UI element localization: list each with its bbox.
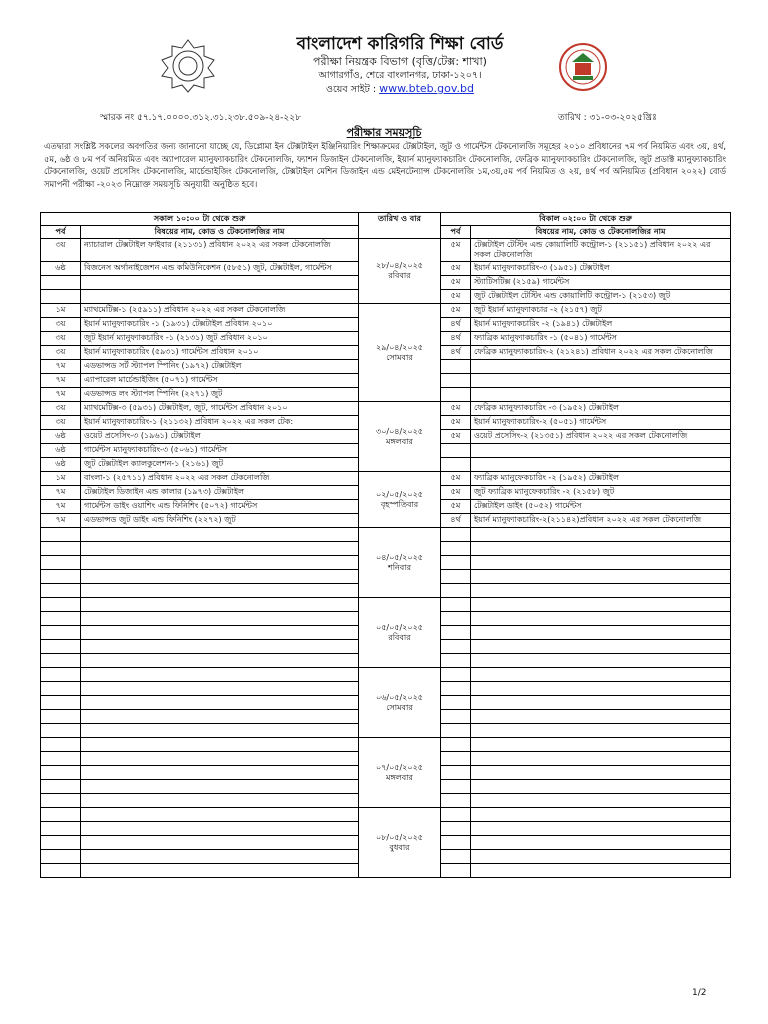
afternoon-semester: ৫ম: [441, 304, 471, 318]
morning-subject: [81, 626, 359, 640]
morning-subject: টেক্সটাইল ডিজাইন এন্ড কালার (১৯৭৩) টেক্সটাইল: [81, 486, 359, 500]
morning-subject: ইয়ার্ন ম্যানুফ্যাকচারিং (৫৯৩১) গার্মেন্টস প্রবিধান ২০১০: [81, 346, 359, 360]
morning-subject: [81, 780, 359, 794]
afternoon-semester: ৫ম: [441, 472, 471, 486]
morning-semester: [41, 598, 81, 612]
morning-subject: ম্যাথমেটিক্স-১ (২৫৯১১) প্রবিধান ২০২২ এর সকল টেকনোলজি: [81, 304, 359, 318]
afternoon-semester: ৫ম: [441, 486, 471, 500]
morning-subject: জুট ইয়ার্ন ম্যানুফ্যাকচারিং -১ (২১৩১) জুট প্রবিধান ২০১০: [81, 332, 359, 346]
exam-date: ০৫/০৫/২০২৫: [376, 622, 423, 632]
morning-subject: [81, 598, 359, 612]
morning-subject: [81, 640, 359, 654]
notice-paragraph: এতদ্বারা সংশ্লিষ্ট সকলের অবগতির জন্য জানানো যাচ্ছে যে, ডিপ্লোমা ইন টেক্সটাইল ইঞ্জিনিয়ারিং শিক্ষাক্রমের টেক্সটাইল, জুট ও গার্মেন্টস টেকনোলজি সমূহের ২০১০ প্রবিধানের ৭ম পর্ব নিয়মিত এবং ৩য়, ৪র্থ, ৫ম, ৬ষ্ঠ ও ৮ম পর্ব অনিয়মিত এবং অ্যাপারেল ম্যানুফ্যাকচারিং টেকনোলজি, ফ্যাশন ডিজাইন টেকনোলজি, ইয়ার্ন ম্যানুফ্যাকচারিং টেকনোলজি, ফেব্রিক ম্যানুফ্যাকচারিং টেকনোলজি, জুট প্রডাক্ট ম্যানুফ্যাকচারিং টেকনোলজি, ওয়েট প্রসেসিং টেকনোলজি, মার্চেন্ডাইজিং টেকনোলজি, টেক্সটাইল মেশিন ডিজাইন এন্ড মেইনটেন্যান্স টেকনোলজি ১ম,৩য়,৫ম পর্ব নিয়মিত ও ২য়, ৪র্থ পর্ব অনিয়মিত (প্রবিধান ২০২২) বোর্ড সমাপনী পরীক্ষা -২০২৩ নিম্নোক্ত সময়সূচি অনুযায়ী অনুষ্ঠিত হবে।: [44, 141, 726, 189]
afternoon-subject: স্ট্যাটিসটিক্স (২১৫৯) গার্মেন্টস: [471, 276, 731, 290]
morning-subject: [81, 724, 359, 738]
morning-semester: ৬ষ্ঠ: [41, 262, 81, 276]
afternoon-subject: ইয়ার্ন ম্যানুফ্যাকচারিং-২(২১১৪২)প্রবিধান ২০২২ এর সকল টেকনোলজি: [471, 514, 731, 528]
morning-semester: [41, 864, 81, 878]
address: আগারগাঁও, শেরে বাংলানগর, ঢাকা-১২০৭।: [318, 70, 482, 81]
afternoon-subject: ফেব্রিক ম্যানুফ্যাকচারিং -৩ (১৯৫২) টেক্সটাইল: [471, 402, 731, 416]
afternoon-subject: [471, 836, 731, 850]
afternoon-subject: [471, 668, 731, 682]
morning-semester: [41, 668, 81, 682]
org-name: বাংলাদেশ কারিগরি শিক্ষা বোর্ড: [296, 34, 504, 54]
morning-subject: এডভান্সড সর্ট স্ট্যাপল স্পিনিং (১৯৭২) টেক্সটাইল: [81, 360, 359, 374]
morning-subject: ইয়ার্ন ম্যানুফ্যাকচারিং-১ (২১১৩২) প্রবিধান ২০২২ এর সকল টেক:: [81, 416, 359, 430]
morning-semester: ৭ম: [41, 374, 81, 388]
morning-semester: ৭ম: [41, 486, 81, 500]
morning-subject: [81, 654, 359, 668]
afternoon-semester: ৫ম: [441, 500, 471, 514]
exam-date: ২৮/০৪/২০২৫: [376, 261, 423, 270]
afternoon-semester: [441, 458, 471, 472]
morning-subject: [81, 276, 359, 290]
memo-number: স্মারক নং ৫৭.১৭.০০০০.৩১২.৩১.২৩৮.৫০৯-২৪-২২৮: [100, 113, 301, 123]
afternoon-subject: [471, 724, 731, 738]
letterhead: [0, 30, 768, 120]
afternoon-semester: ৫ম: [441, 430, 471, 444]
morning-semester: ৬ষ্ঠ: [41, 430, 81, 444]
afternoon-semester: ৫ম: [441, 402, 471, 416]
morning-subject: এডভান্সড লং স্ট্যাপল স্পিনিং (২২৭১) জুট: [81, 388, 359, 402]
afternoon-semester: [441, 668, 471, 682]
afternoon-subject: [471, 542, 731, 556]
morning-semester: [41, 794, 81, 808]
afternoon-subject: [471, 696, 731, 710]
website-line: [250, 82, 550, 96]
afternoon-semester: [441, 794, 471, 808]
exam-date-cell: [359, 472, 441, 528]
table-row: [41, 304, 731, 318]
afternoon-subject: জুট টেক্সটাইল টেস্টিং এন্ড কোয়ালিটি কন্ট্রোল-১ (২১৫৩) জুট: [471, 290, 731, 304]
morning-semester: [41, 528, 81, 542]
morning-semester: [41, 542, 81, 556]
morning-semester: [41, 626, 81, 640]
afternoon-semester: ৪র্থ: [441, 318, 471, 332]
afternoon-subject: জুট ইয়ার্ন ম্যানুফ্যাকচার -২ (২১৫৭) জুট: [471, 304, 731, 318]
afternoon-subject: [471, 780, 731, 794]
morning-semester: ৭ম: [41, 500, 81, 514]
website-label: ওয়েব সাইট :: [326, 84, 377, 95]
morning-subject: [81, 808, 359, 822]
afternoon-subject: [471, 850, 731, 864]
exam-date-cell: [359, 402, 441, 472]
morning-heading: সকাল ১০:০০ টা থেকে শুরু: [41, 213, 359, 226]
morning-semester: [41, 556, 81, 570]
date-heading: তারিখ ও বার: [359, 213, 441, 239]
afternoon-semester: [441, 612, 471, 626]
morning-subject: ওয়েট প্রসেসিং-৩ (১৯৬১) টেক্সটাইল: [81, 430, 359, 444]
exam-day: বুধবার: [389, 842, 410, 852]
morning-semester: [41, 738, 81, 752]
afternoon-subject: [471, 752, 731, 766]
morning-semester: ৭ম: [41, 514, 81, 528]
morning-semester: [41, 822, 81, 836]
institution-logo-icon: [558, 42, 608, 92]
exam-date: ০২/০৫/২০২৫: [376, 489, 423, 499]
morning-semester: [41, 780, 81, 794]
exam-date-cell: [359, 239, 441, 304]
afternoon-subject: [471, 570, 731, 584]
table-row: [41, 528, 731, 542]
subject-heading: বিষয়ের নাম, কোড ও টেকনোলজির নাম: [81, 226, 359, 239]
afternoon-semester: ৪র্থ: [441, 332, 471, 346]
afternoon-semester: ৪র্থ: [441, 514, 471, 528]
afternoon-subject: [471, 822, 731, 836]
afternoon-heading: বিকাল ০২:০০ টা থেকে শুরু: [441, 213, 731, 226]
afternoon-subject: ইয়ার্ন ম্যানুফ্যাকচারিং-২ (৫০৫১) গার্মেন্টস: [471, 416, 731, 430]
exam-date-cell: [359, 668, 441, 738]
afternoon-subject: ইয়ার্ন ম্যানুফ্যাকচারিং -২ (১৯৪১) টেক্সটাইল: [471, 318, 731, 332]
exam-day: সোমবার: [386, 702, 413, 712]
afternoon-semester: ৫ম: [441, 262, 471, 276]
afternoon-subject: ফ্যাব্রিক ম্যানুফেকচারিং -২ (১৯৫২) টেক্সটাইল: [471, 472, 731, 486]
afternoon-semester: [441, 766, 471, 780]
afternoon-subject: [471, 640, 731, 654]
morning-semester: ৩য়: [41, 416, 81, 430]
afternoon-subject: ফেব্রিক ম্যানুফ্যাকচারিং-২ (২১২৪১) প্রবিধান ২০২২ এর সকল টেকনোলজি: [471, 346, 731, 360]
table-row: [41, 808, 731, 822]
afternoon-subject: [471, 458, 731, 472]
afternoon-semester: [441, 584, 471, 598]
afternoon-subject: ফ্যাব্রিক ম্যানুফ্যাকচারিং -১ (৫০৪১) গার্মেন্টস: [471, 332, 731, 346]
afternoon-semester: [441, 556, 471, 570]
afternoon-semester: [441, 598, 471, 612]
afternoon-semester: [441, 654, 471, 668]
issue-date: তারিখ : ৩১-০৩-২০২৫খ্রিঃ: [558, 113, 657, 123]
morning-subject: [81, 668, 359, 682]
morning-subject: গার্মেন্টস ডাইং ওয়াশিং এন্ড ফিনিশিং (৫০৭২) গার্মেন্টস: [81, 500, 359, 514]
afternoon-semester: [441, 640, 471, 654]
exam-date: ২৯/০৪/২০২৫: [376, 342, 423, 352]
afternoon-semester: [441, 864, 471, 878]
exam-date-cell: [359, 528, 441, 598]
afternoon-subject: [471, 374, 731, 388]
morning-subject: [81, 766, 359, 780]
morning-semester: [41, 724, 81, 738]
morning-semester: [41, 640, 81, 654]
morning-subject: [81, 752, 359, 766]
morning-semester: [41, 612, 81, 626]
morning-semester: [41, 276, 81, 290]
afternoon-semester: ৫ম: [441, 416, 471, 430]
morning-semester: [41, 766, 81, 780]
afternoon-subject: [471, 388, 731, 402]
subject-heading: বিষয়ের নাম, কোড ও টেকনোলজির নাম: [471, 226, 731, 239]
afternoon-semester: ৫ম: [441, 290, 471, 304]
afternoon-semester: [441, 710, 471, 724]
afternoon-semester: ৫ম: [441, 239, 471, 262]
afternoon-semester: [441, 682, 471, 696]
table-row: [41, 402, 731, 416]
afternoon-subject: টেক্সটাইল ডাইং (৫০৫২) গার্মেন্টস: [471, 500, 731, 514]
afternoon-semester: [441, 360, 471, 374]
afternoon-subject: [471, 626, 731, 640]
afternoon-subject: [471, 612, 731, 626]
page-number: 1/2: [692, 988, 707, 998]
morning-semester: [41, 682, 81, 696]
morning-subject: [81, 822, 359, 836]
semester-heading: পর্ব: [441, 226, 471, 239]
afternoon-subject: [471, 766, 731, 780]
morning-semester: ৩য়: [41, 402, 81, 416]
morning-subject: [81, 696, 359, 710]
afternoon-semester: [441, 808, 471, 822]
exam-date: ০৪/০৫/২০২৫: [376, 552, 423, 562]
afternoon-subject: [471, 598, 731, 612]
morning-subject: [81, 794, 359, 808]
afternoon-semester: ৪র্থ: [441, 346, 471, 360]
morning-semester: ১ম: [41, 304, 81, 318]
morning-subject: [81, 290, 359, 304]
morning-semester: ৭ম: [41, 388, 81, 402]
morning-semester: ৬ষ্ঠ: [41, 444, 81, 458]
morning-subject: [81, 836, 359, 850]
morning-subject: বিজনেস অর্গানাইজেশন এন্ড কমিউনিকেশন (৫৮৫১) জুট, টেক্সটাইল, গার্মেন্টস: [81, 262, 359, 276]
morning-subject: [81, 850, 359, 864]
morning-subject: [81, 556, 359, 570]
morning-subject: ম্যাথমেটিক্স-৩ (৫৯৩১) টেক্সটাইল, জুট, গার্মেন্টস প্রবিধান ২০১০: [81, 402, 359, 416]
morning-semester: [41, 654, 81, 668]
exam-date: ০৭/০৫/২০২৫: [376, 762, 423, 772]
afternoon-subject: [471, 528, 731, 542]
morning-subject: এ্যাপারেল মার্চেন্ডাইজিং (৫০৭১) গার্মেন্টস: [81, 374, 359, 388]
morning-semester: [41, 290, 81, 304]
afternoon-subject: [471, 682, 731, 696]
morning-subject: [81, 710, 359, 724]
exam-day: রবিবার: [388, 271, 411, 280]
afternoon-subject: [471, 360, 731, 374]
exam-date: ০৮/০৫/২০২৫: [376, 832, 423, 842]
morning-subject: এডভান্সড জুট ডাইং এন্ড ফিনিশিং (২২৭২) জুট: [81, 514, 359, 528]
afternoon-subject: [471, 556, 731, 570]
exam-date: ৩০/০৪/২০২৫: [376, 426, 423, 436]
afternoon-semester: [441, 780, 471, 794]
morning-semester: ৩য়: [41, 318, 81, 332]
afternoon-semester: [441, 696, 471, 710]
afternoon-subject: [471, 808, 731, 822]
afternoon-semester: [441, 822, 471, 836]
exam-schedule-table: [40, 212, 731, 878]
afternoon-subject: জুট ফ্যাব্রিক ম্যানুফেকচারিং -২ (২১৫৮) জুট: [471, 486, 731, 500]
afternoon-semester: [441, 738, 471, 752]
morning-semester: [41, 696, 81, 710]
exam-date-cell: [359, 598, 441, 668]
morning-subject: গার্মেন্টস ম্যানুফ্যাকচারিং-৩ (৫০৬১) গার্মেন্টস: [81, 444, 359, 458]
morning-subject: ন্যাচারাল টেক্সটাইল ফাইবার (২১১৩১) প্রবিধান ২০২২ এর সকল টেকনোলজি: [81, 239, 359, 262]
table-row: [41, 668, 731, 682]
exam-date-cell: [359, 304, 441, 402]
exam-day: রবিবার: [388, 632, 411, 642]
table-row: [41, 598, 731, 612]
exam-day: মঙ্গলবার: [386, 772, 413, 782]
afternoon-subject: টেক্সটাইল টেস্টিং এন্ড কোয়ালিটি কন্ট্রোল-১ (২১১৫১) প্রবিধান ২০২২ এর সকল টেকনোলজি: [471, 239, 731, 262]
table-row: [41, 239, 731, 262]
morning-subject: [81, 542, 359, 556]
morning-semester: [41, 584, 81, 598]
morning-semester: ৩য়: [41, 346, 81, 360]
afternoon-semester: [441, 542, 471, 556]
afternoon-semester: [441, 570, 471, 584]
afternoon-semester: ৫ম: [441, 276, 471, 290]
morning-semester: ৩য়: [41, 332, 81, 346]
morning-subject: [81, 528, 359, 542]
afternoon-subject: [471, 654, 731, 668]
exam-day: বৃহস্পতিবার: [380, 499, 419, 509]
morning-subject: [81, 570, 359, 584]
exam-date-cell: [359, 808, 441, 878]
morning-subject: [81, 864, 359, 878]
morning-semester: [41, 570, 81, 584]
afternoon-semester: [441, 724, 471, 738]
morning-semester: ৬ষ্ঠ: [41, 458, 81, 472]
page-title: পরীক্ষার সময়সূচি: [346, 126, 422, 139]
exam-date: ০৬/০৫/২০২৫: [376, 692, 423, 702]
exam-day: সোমবার: [386, 352, 413, 362]
schedule-body: [41, 239, 731, 878]
department: পরীক্ষা নিয়ন্ত্রক বিভাগ (বৃত্তি/টেক্স: শাখা): [313, 55, 487, 68]
afternoon-semester: [441, 444, 471, 458]
afternoon-subject: ওয়েট প্রসেসিং-২ (২১৩৫১) প্রবিধান ২০২২ এর সকল টেকনোলজি: [471, 430, 731, 444]
morning-subject: [81, 612, 359, 626]
afternoon-semester: [441, 850, 471, 864]
morning-subject: জুট টেক্সটাইল ক্যালকুলেশন-১ (২১৬১) জুট: [81, 458, 359, 472]
morning-subject: [81, 584, 359, 598]
afternoon-subject: [471, 794, 731, 808]
afternoon-subject: [471, 444, 731, 458]
board-seal-icon: [160, 38, 216, 94]
morning-subject: [81, 682, 359, 696]
semester-heading: পর্ব: [41, 226, 81, 239]
afternoon-subject: ইয়ার্ন ম্যানুফ্যাকচারিং-৩ (১৯৫১) টেক্সটাইল: [471, 262, 731, 276]
morning-subject: [81, 738, 359, 752]
morning-semester: [41, 710, 81, 724]
exam-day: মঙ্গলবার: [386, 436, 413, 446]
table-row: [41, 738, 731, 752]
afternoon-subject: [471, 864, 731, 878]
afternoon-semester: [441, 836, 471, 850]
morning-semester: [41, 752, 81, 766]
morning-semester: ৭ম: [41, 360, 81, 374]
exam-day: শনিবার: [388, 562, 411, 572]
afternoon-semester: [441, 528, 471, 542]
afternoon-semester: [441, 752, 471, 766]
morning-subject: ইয়ার্ন ম্যানুফ্যাকচারিং -১ (১৯৩১) টেক্সটাইল প্রবিধান ২০১০: [81, 318, 359, 332]
morning-semester: ৩য়: [41, 239, 81, 262]
afternoon-semester: [441, 388, 471, 402]
exam-date-cell: [359, 738, 441, 808]
table-row: [41, 472, 731, 486]
afternoon-subject: [471, 584, 731, 598]
morning-semester: ১ম: [41, 472, 81, 486]
morning-semester: [41, 836, 81, 850]
afternoon-subject: [471, 710, 731, 724]
afternoon-semester: [441, 626, 471, 640]
morning-semester: [41, 850, 81, 864]
morning-subject: বাংলা-১ (২৫৭১১) প্রবিধান ২০২২ এর সকল টেকনোলজি: [81, 472, 359, 486]
afternoon-subject: [471, 738, 731, 752]
morning-semester: [41, 808, 81, 822]
website-link[interactable]: www.bteb.gov.bd: [379, 82, 474, 95]
afternoon-semester: [441, 374, 471, 388]
